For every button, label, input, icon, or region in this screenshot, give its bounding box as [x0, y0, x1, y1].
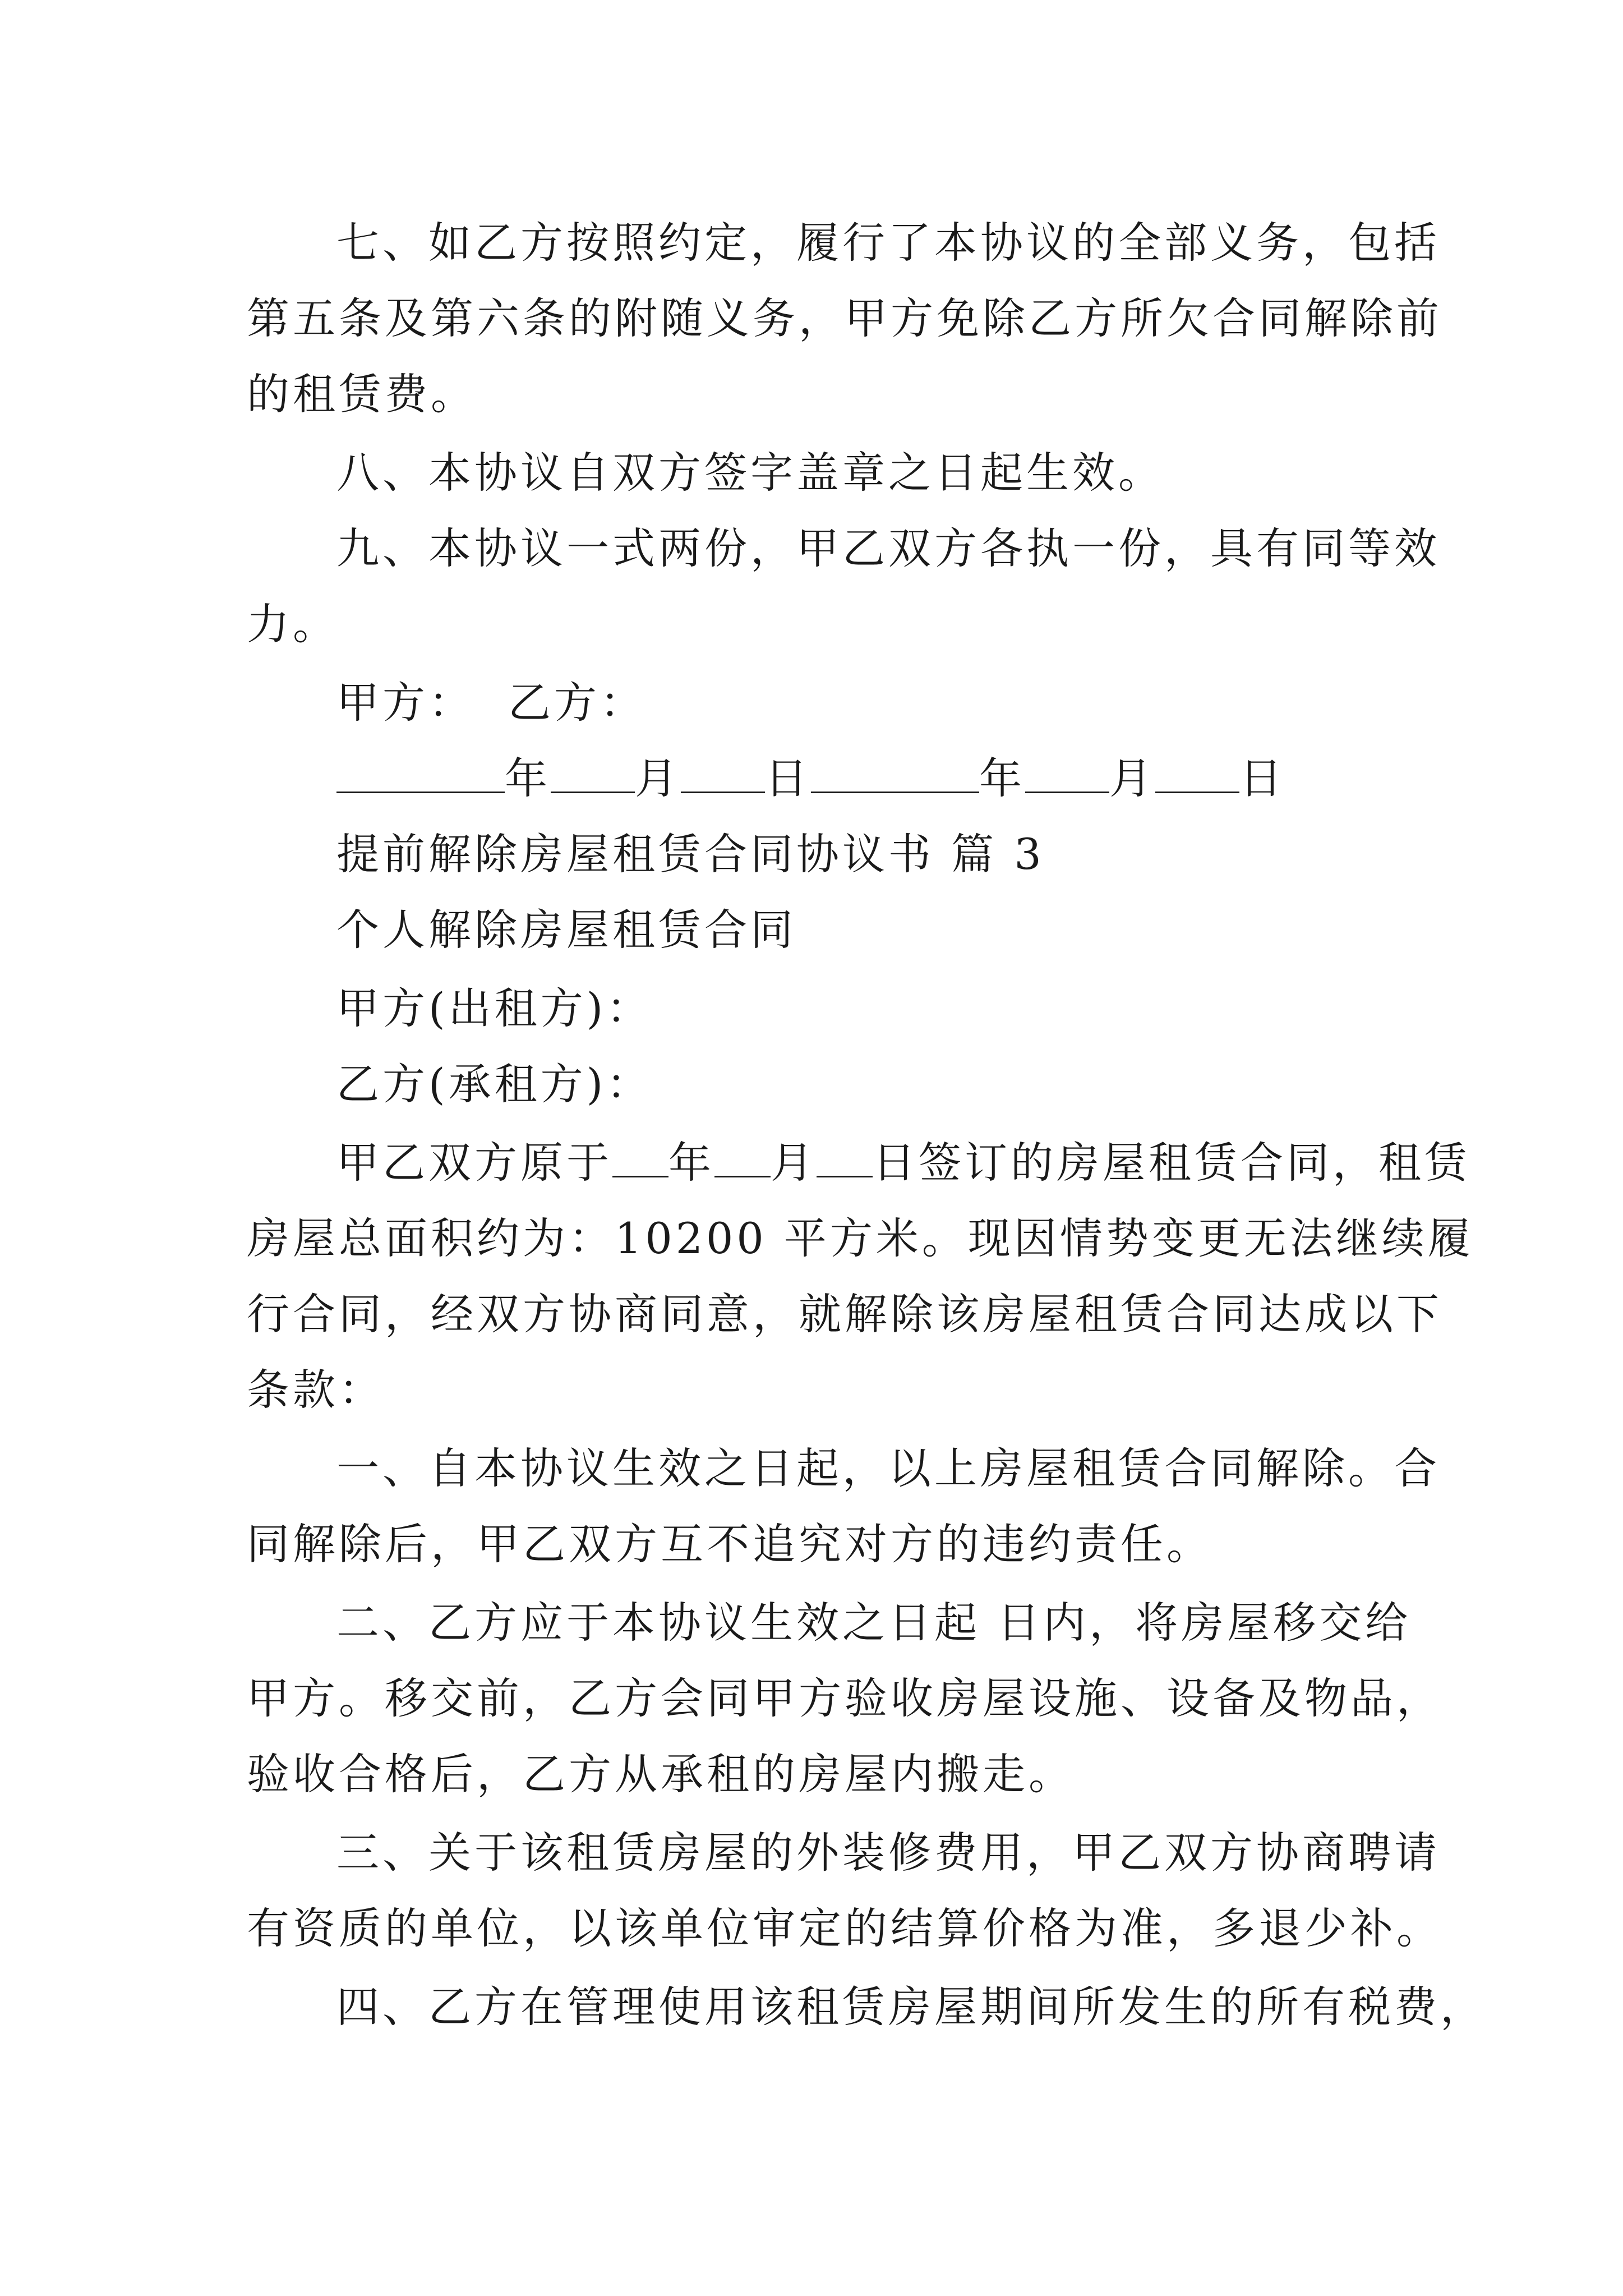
contract-subtitle: 个人解除房屋租赁合同 [336, 905, 796, 955]
blank-month-b [1025, 787, 1109, 793]
clause-7-line-3: 的租赁费。 [247, 369, 477, 419]
party-a-label: 甲方： [336, 678, 474, 728]
signature-line [336, 678, 646, 728]
intro-start: 甲乙双方原于 [336, 1138, 612, 1188]
clause-2-line-1: 二、乙方应于本协议生效之日起 日内，将房屋移交给 [336, 1598, 1412, 1648]
blank-year-b [811, 787, 979, 793]
blank-intro-month [714, 1171, 771, 1177]
blank-intro-year [612, 1171, 668, 1177]
clause-2-line-2: 甲方。移交前，乙方会同甲方验收房屋设施、设备及物品， [247, 1673, 1442, 1723]
intro-line-2: 房屋总面积约为：10200 平方米。现因情势变更无法继续履 [247, 1213, 1474, 1263]
date-line [336, 753, 1285, 803]
intro-month-unit: 月 [771, 1138, 817, 1188]
month-unit-b: 月 [1109, 753, 1155, 803]
intro-year-unit: 年 [668, 1138, 714, 1188]
year-unit-a: 年 [505, 753, 551, 803]
clause-7-line-2: 第五条及第六条的附随义务，甲方免除乙方所欠合同解除前 [247, 293, 1442, 343]
blank-month-a [551, 787, 635, 793]
day-unit-b: 日 [1239, 753, 1285, 803]
intro-line-3: 行合同，经双方协商同意，就解除该房屋租赁合同达成以下 [247, 1289, 1442, 1339]
clause-9-line-2: 力。 [247, 599, 339, 649]
section-title: 提前解除房屋租赁合同协议书 篇 3 [336, 829, 1045, 879]
intro-day-text: 日签订的房屋租赁合同，租赁 [873, 1138, 1470, 1188]
intro-line-1 [336, 1138, 1470, 1188]
blank-year-a [336, 787, 505, 793]
blank-day-b [1155, 787, 1239, 793]
clause-4-line-1: 四、乙方在管理使用该租赁房屋期间所发生的所有税费， [336, 1982, 1486, 2032]
clause-1-line-2: 同解除后，甲乙双方互不追究对方的违约责任。 [247, 1519, 1212, 1569]
year-unit-b: 年 [979, 753, 1025, 803]
clause-3-line-2: 有资质的单位，以该单位审定的结算价格为准，多退少补。 [247, 1903, 1442, 1953]
month-unit-a: 月 [635, 753, 681, 803]
party-b-label: 乙方： [508, 678, 646, 728]
lessee-label: 乙方(承租方)： [336, 1059, 653, 1109]
clause-2-line-3: 验收合格后，乙方从承租的房屋内搬走。 [247, 1749, 1075, 1799]
blank-day-a [681, 787, 765, 793]
lessor-label: 甲方(出租方)： [336, 983, 653, 1033]
clause-7-line-1: 七、如乙方按照约定，履行了本协议的全部义务，包括 [336, 218, 1440, 268]
day-unit-a: 日 [765, 753, 811, 803]
blank-intro-day [817, 1171, 873, 1177]
intro-line-4: 条款： [247, 1365, 385, 1415]
clause-9-line-1: 九、本协议一式两份，甲乙双方各执一份，具有同等效 [336, 523, 1440, 573]
clause-1-line-1: 一、自本协议生效之日起，以上房屋租赁合同解除。合 [336, 1443, 1440, 1493]
clause-3-line-1: 三、关于该租赁房屋的外装修费用，甲乙双方协商聘请 [336, 1828, 1440, 1878]
clause-8: 八、本协议自双方签字盖章之日起生效。 [336, 448, 1164, 498]
